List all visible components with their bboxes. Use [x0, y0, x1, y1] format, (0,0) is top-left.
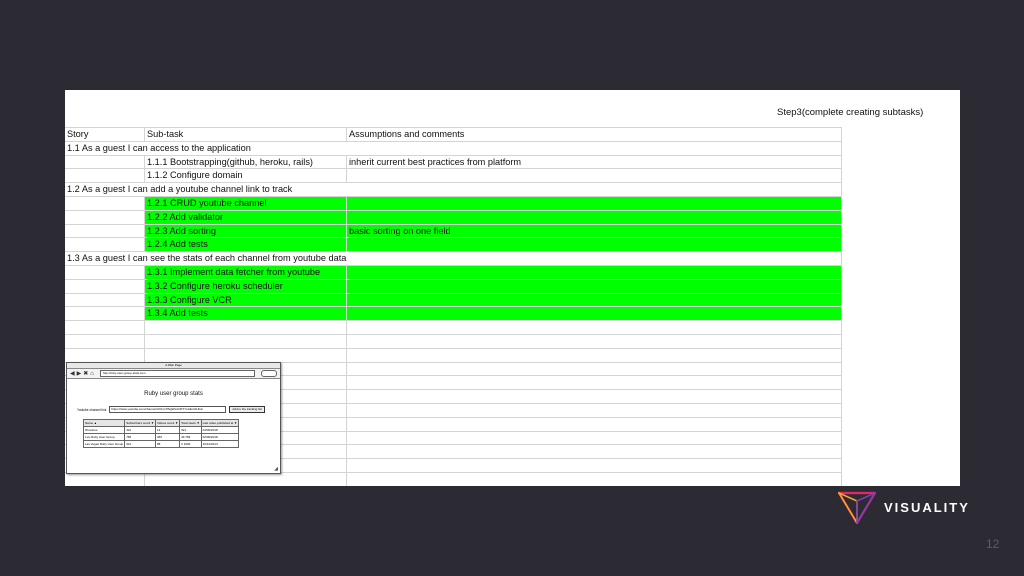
empty-row — [65, 349, 842, 363]
empty-cell — [65, 335, 145, 348]
mockup-stats-table — [83, 419, 239, 448]
subtask-cell: 1.3.1 Implement data fetcher from youtube — [145, 266, 347, 279]
empty-row — [65, 321, 842, 335]
story-blank-cell — [65, 211, 145, 224]
mockup-table-header — [84, 420, 239, 427]
mockup-url-field: http://ruby-user-group-stats.com — [100, 370, 255, 377]
task-row — [65, 280, 842, 294]
mockup-page-title: Ruby user group stats — [144, 391, 203, 397]
empty-cell — [347, 335, 842, 348]
story-cell: 1.3 As a guest I can see the stats of each channel from youtube data — [65, 252, 842, 265]
mockup-table-cell: 321 — [125, 427, 156, 434]
empty-cell — [347, 349, 842, 362]
comment-cell: basic sorting on one field — [347, 225, 842, 238]
story-row — [65, 183, 842, 197]
visuality-logo-icon — [838, 489, 876, 524]
mockup-table-cell: Las Vegas Ruby User Group — [85, 442, 124, 446]
empty-cell — [347, 363, 842, 376]
comment-cell — [347, 238, 842, 251]
empty-cell — [145, 335, 347, 348]
mockup-table-cell: 04/06/2018 — [201, 427, 239, 434]
mockup-table-cell: Lviv Ruby User Group — [84, 434, 125, 441]
header-story: Story — [65, 128, 145, 141]
task-row — [65, 156, 842, 170]
wireframe-mockup — [66, 362, 281, 474]
mockup-table-row — [84, 441, 239, 448]
empty-cell — [65, 321, 145, 334]
subtask-cell: 1.1.2 Configure domain — [145, 169, 347, 182]
task-row — [65, 211, 842, 225]
comment-cell — [347, 280, 842, 293]
subtask-cell: 1.3.2 Configure heroku scheduler — [145, 280, 347, 293]
header-row — [65, 128, 842, 142]
mockup-form-label: Youtube channel link — [77, 407, 107, 412]
empty-cell — [65, 349, 145, 362]
mockup-table-cell: 365 — [156, 434, 180, 441]
mockup-table-cell: 49 783 — [180, 434, 201, 441]
task-row — [65, 238, 842, 252]
task-row — [65, 294, 842, 308]
mockup-table-cell: 10/12/2014 — [201, 441, 239, 448]
subtask-cell: 1.2.2 Add validator — [145, 211, 347, 224]
subtask-cell: 1.1.1 Bootstrapping(github, heroku, rails) — [145, 156, 347, 169]
mockup-form — [77, 406, 280, 413]
empty-cell — [347, 445, 842, 458]
brand-name: VISUALITY — [884, 500, 970, 515]
task-row — [65, 266, 842, 280]
empty-cell — [145, 321, 347, 334]
comment-cell — [347, 169, 842, 182]
mockup-window-title: A Web Page — [67, 363, 280, 369]
empty-cell — [347, 321, 842, 334]
empty-cell — [347, 432, 842, 445]
mockup-add-button: Add to the tracking list — [229, 406, 265, 413]
mockup-table-cell: 756 — [125, 434, 156, 441]
mockup-table-cell: 321 — [180, 427, 201, 434]
mockup-table-cell: Wroclove — [84, 427, 125, 434]
task-row — [65, 169, 842, 183]
empty-row — [65, 473, 842, 486]
resize-grip-icon: ◢ — [274, 466, 278, 472]
mockup-column-header: Name ▲ — [84, 420, 125, 427]
subtask-cell: 1.3.3 Configure VCR — [145, 294, 347, 307]
forward-arrow-icon: ▶ — [76, 370, 82, 377]
mockup-toolbar — [67, 369, 280, 379]
story-blank-cell — [65, 156, 145, 169]
story-row — [65, 142, 842, 156]
home-icon: ⌂ — [90, 370, 94, 377]
mockup-column-header: Total views ▼ — [181, 421, 200, 425]
comment-cell — [347, 307, 842, 320]
subtask-cell: 1.2.4 Add tests — [145, 238, 347, 251]
empty-cell — [65, 473, 145, 486]
story-cell: 1.1 As a guest I can access to the application — [65, 142, 842, 155]
task-row — [65, 197, 842, 211]
page-number: 12 — [986, 537, 1000, 551]
comment-cell — [347, 266, 842, 279]
close-icon: ✖ — [83, 370, 89, 377]
empty-cell — [347, 418, 842, 431]
step-label: Step3(complete creating subtasks) — [777, 107, 924, 118]
empty-cell — [145, 473, 347, 486]
story-blank-cell — [65, 197, 145, 210]
empty-cell — [347, 473, 842, 486]
empty-cell — [145, 349, 347, 362]
mockup-column-header: Videos count ▼ — [157, 421, 179, 425]
header-subtask: Sub-task — [145, 128, 347, 141]
task-row — [65, 225, 842, 239]
mockup-column-header: Last video published at ▼ — [202, 421, 238, 425]
task-row — [65, 307, 842, 321]
story-row — [65, 252, 842, 266]
comment-cell — [347, 294, 842, 307]
mockup-table-cell: 88 — [156, 441, 180, 448]
empty-cell — [347, 390, 842, 403]
spreadsheet-screenshot — [65, 90, 960, 486]
mockup-search-field — [261, 370, 277, 377]
empty-cell — [347, 404, 842, 417]
story-blank-cell — [65, 280, 145, 293]
story-blank-cell — [65, 238, 145, 251]
story-blank-cell — [65, 225, 145, 238]
story-cell: 1.2 As a guest I can add a youtube channel link to track — [65, 183, 842, 196]
story-blank-cell — [65, 307, 145, 320]
subtask-cell: 1.2.3 Add sorting — [145, 225, 347, 238]
story-blank-cell — [65, 169, 145, 182]
mockup-table-cell: 321 — [125, 441, 156, 448]
comment-cell: inherit current best practices from platform — [347, 156, 842, 169]
story-blank-cell — [65, 266, 145, 279]
subtask-cell: 1.2.1 CRUD youtube channel — [145, 197, 347, 210]
mockup-table-row — [84, 427, 239, 434]
empty-cell — [347, 459, 842, 472]
mockup-table-cell: 12 — [156, 427, 180, 434]
back-arrow-icon: ◀ — [70, 370, 75, 377]
mockup-channel-input: https://www.youtube.com/channel/UCbm7fNgWwzt3FTYuAEmXHGA — [109, 406, 226, 413]
story-blank-cell — [65, 294, 145, 307]
comment-cell — [347, 211, 842, 224]
mockup-table-row — [84, 434, 239, 441]
comment-cell — [347, 197, 842, 210]
header-comments: Assumptions and comments — [347, 128, 842, 141]
subtask-cell: 1.3.4 Add tests — [145, 307, 347, 320]
mockup-column-header: Subscribers count ▼ — [126, 421, 155, 425]
mockup-table-cell: 2 1000 — [180, 441, 201, 448]
empty-row — [65, 335, 842, 349]
mockup-table-cell: 02/06/2018 — [201, 434, 239, 441]
empty-cell — [347, 376, 842, 389]
